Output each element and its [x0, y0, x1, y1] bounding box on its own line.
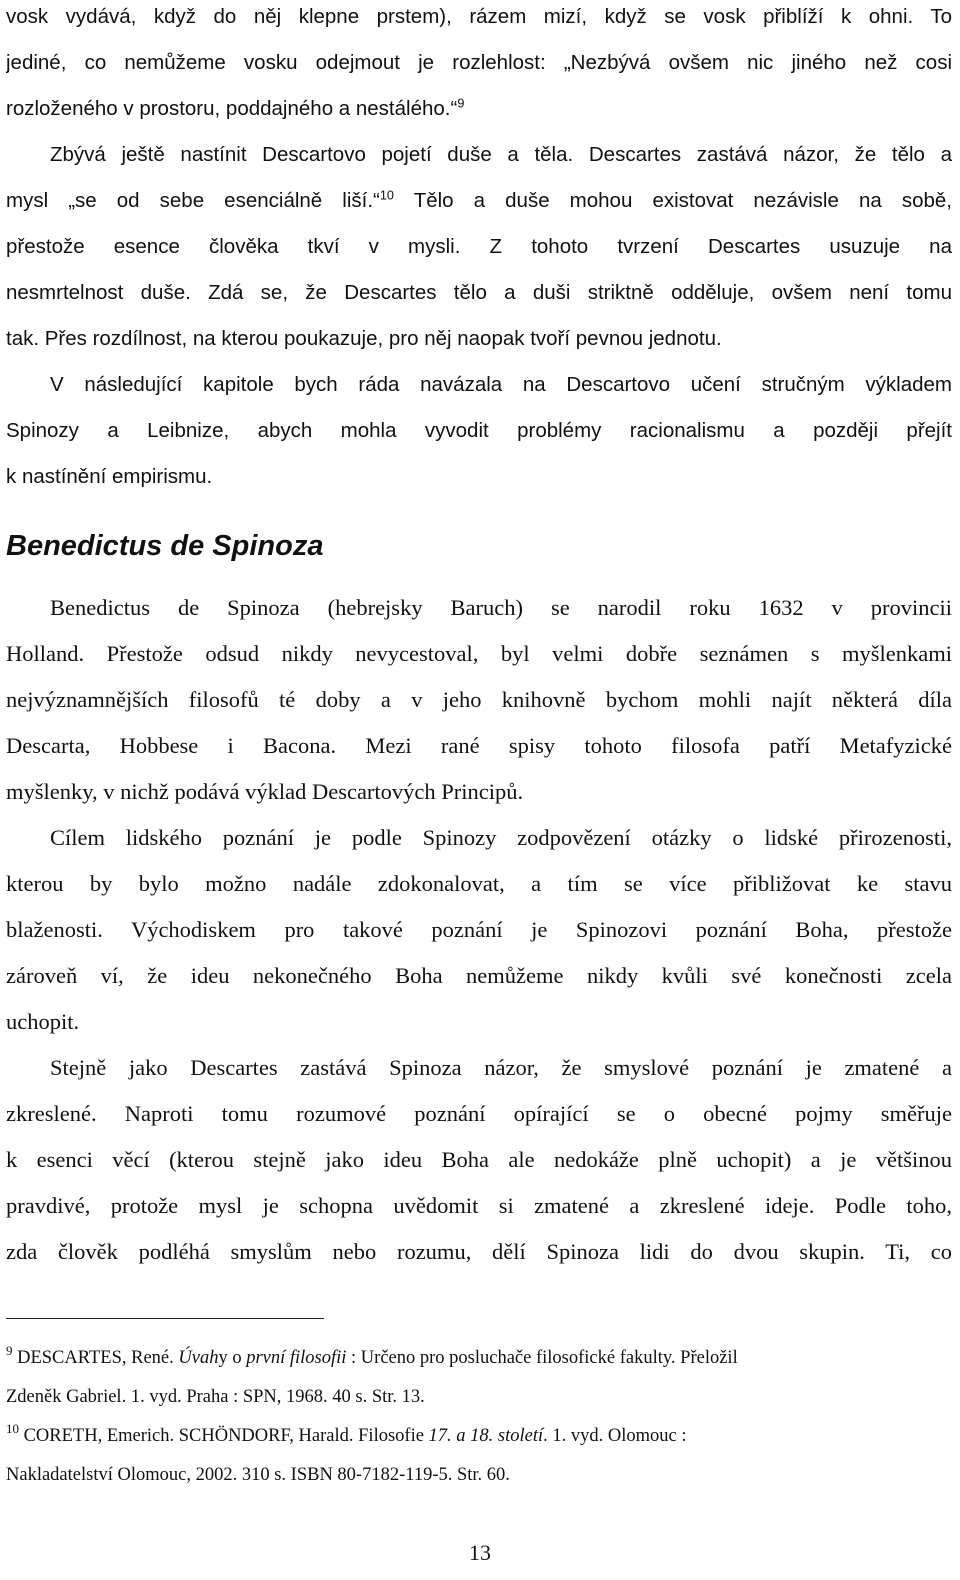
text-segment: Tělo a duše mohou existovat nezávisle na sobě, — [394, 189, 952, 212]
text-line: zda člověk podléhá smyslům nebo rozumu, dělí Spinoza lidi do dvou skupin. Ti, co — [6, 1239, 952, 1264]
text-line: zkreslené. Naproti tomu rozumové poznání opírající se o obecné pojmy směřuje — [6, 1101, 952, 1126]
text-line: k nastínění empirismu. — [6, 465, 213, 488]
footnote-title: Úvah — [178, 1348, 219, 1368]
text-line: Cílem lidského poznání je podle Spinozy zodpovězení otázky o lidské přirozenosti, — [50, 825, 952, 850]
text-line: tak. Přes rozdílnost, na kterou poukazuje, pro něj naopak tvoří pevnou jednotu. — [6, 327, 722, 350]
text-line: Zbývá ještě nastínit Descartovo pojetí duše a těla. Descartes zastává názor, že tělo a — [50, 143, 952, 166]
text-line: V následující kapitole bych ráda navázala na Descartovo učení stručným výkladem — [50, 373, 952, 396]
text-line: Benedictus de Spinoza (hebrejsky Baruch) se narodil roku 1632 v provincii — [50, 595, 952, 620]
text-line: jediné, co nemůžeme vosku odejmout je rozlehlost: „Nezbývá ovšem nic jiného než cosi — [6, 51, 952, 74]
section-heading: Benedictus de Spinoza — [6, 530, 324, 562]
footnote-separator — [6, 1318, 324, 1319]
text-line: blaženosti. Východiskem pro takové poznání je Spinozovi poznání Boha, přestože — [6, 917, 952, 942]
footnote-title: y o — [218, 1348, 247, 1368]
text-line: pravdivé, protože mysl je schopna uvědomit si zmatené a zkreslené ideje. Podle toho, — [6, 1193, 952, 1218]
text-line: kterou by bylo možno nadále zdokonalovat, a tím se více přibližovat ke stavu — [6, 871, 952, 896]
text-line — [6, 189, 952, 213]
footnote-ref-10[interactable]: 10 — [379, 189, 394, 203]
text-line — [6, 97, 952, 121]
text-line: přestože esence člověka tkví v mysli. Z tohoto tvrzení Descartes usuzuje na — [6, 235, 952, 258]
text-line: nejvýznamnějších filosofů té doby a v jeho knihovně bychom mohli najít některá díla — [6, 687, 952, 712]
text-line: zároveň ví, že ideu nekonečného Boha nemůžeme nikdy kvůli své konečnosti zcela — [6, 963, 952, 988]
text-segment: mysl „se od sebe esenciálně liší.“ — [6, 189, 380, 212]
page-number: 13 — [469, 1540, 491, 1565]
footnote-text: : Určeno pro posluchače filosofické fakulty. Přeložil — [346, 1348, 738, 1368]
text-line: Holland. Přestože odsud nikdy nevycestoval, byl velmi dobře seznámen s myšlenkami — [6, 641, 952, 666]
text-line: nesmrtelnost duše. Zdá se, že Descartes tělo a duši striktně odděluje, ovšem není tomu — [6, 281, 952, 304]
footnote-title: první filosofii — [246, 1348, 347, 1368]
text-segment: rozloženého v prostoru, poddajného a nestálého.“ — [6, 97, 458, 120]
footnote-author: DESCARTES, René. — [12, 1348, 179, 1368]
footnote-9 — [6, 1343, 738, 1369]
footnote-10-line2: Nakladatelství Olomouc, 2002. 310 s. ISBN 80-7182-119-5. Str. 60. — [6, 1465, 510, 1485]
text-line: k esenci věcí (kterou stejně jako ideu Boha ale nedokáže plně uchopit) a je většinou — [6, 1147, 952, 1172]
text-line: vosk vydává, když do něj klepne prstem), rázem mizí, když se vosk přiblíží k ohni. To — [6, 5, 952, 28]
footnote-author: CORETH, Emerich. SCHÖNDORF, Harald. Filosofie — [18, 1426, 429, 1446]
text-line: Stejně jako Descartes zastává Spinoza názor, že smyslové poznání je zmatené a — [50, 1055, 952, 1080]
footnote-text: . 1. vyd. Olomouc : — [543, 1426, 687, 1446]
footnote-title: 17. a 18. století — [428, 1426, 544, 1446]
text-line: uchopit. — [6, 1009, 80, 1034]
text-line: myšlenky, v nichž podává výklad Descartových Principů. — [6, 779, 524, 804]
text-line: Spinozy a Leibnize, abych mohla vyvodit problémy racionalismu a později přejít — [6, 419, 952, 442]
footnote-number: 10 — [6, 1421, 19, 1437]
footnote-number: 9 — [6, 1343, 13, 1359]
footnote-ref-9[interactable]: 9 — [457, 97, 465, 111]
footnote-10 — [6, 1421, 687, 1447]
footnote-9-line2: Zdeněk Gabriel. 1. vyd. Praha : SPN, 1968. 40 s. Str. 13. — [6, 1387, 425, 1407]
text-line: Descarta, Hobbese i Bacona. Mezi rané spisy tohoto filosofa patří Metafyzické — [6, 733, 952, 758]
